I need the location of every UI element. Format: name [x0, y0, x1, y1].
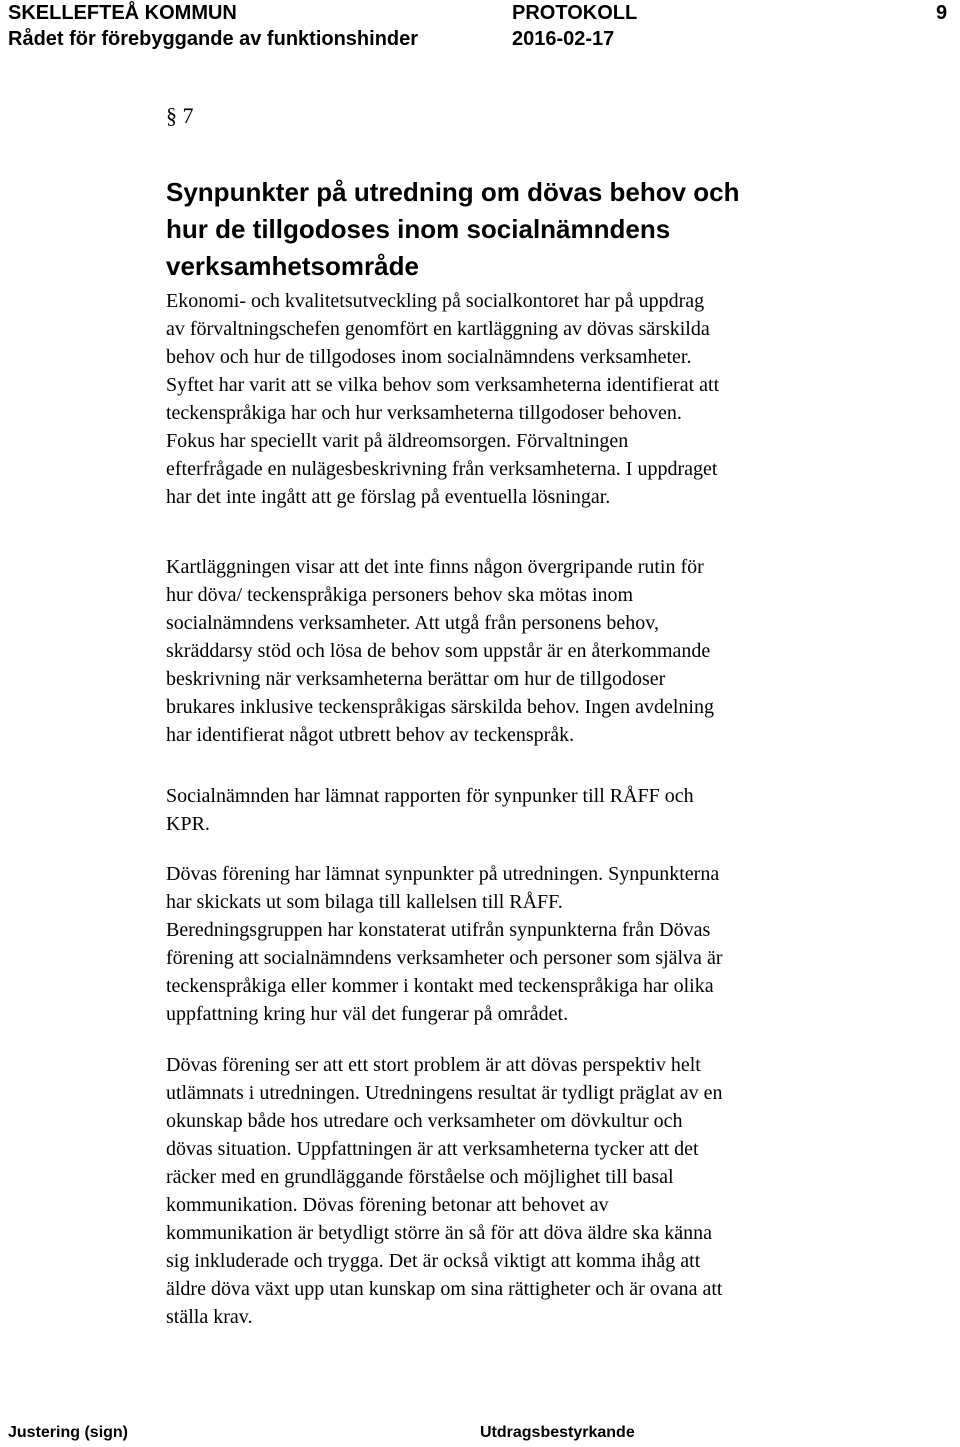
footer-utdragsbestyrkande: Utdragsbestyrkande — [480, 1424, 635, 1441]
text-line: teckenspråkiga eller kommer i kontakt med teckenspråkiga har olika — [166, 975, 714, 997]
text-line: okunskap både hos utredare och verksamheter om dövkultur och — [166, 1110, 683, 1132]
text-line: teckenspråkiga har och hur verksamheterna tillgodoser behoven. — [166, 402, 682, 424]
text-line: dövas situation. Uppfattningen är att verksamheterna tycker att det — [166, 1138, 699, 1160]
section-title-line: hur de tillgodoses inom socialnämndens — [166, 214, 671, 244]
text-line: brukares inklusive teckenspråkigas särskilda behov. Ingen avdelning — [166, 696, 714, 718]
page-number: 9 — [936, 2, 948, 24]
council-name: Rådet för förebyggande av funktionshinder — [8, 28, 419, 50]
text-line: Kartläggningen visar att det inte finns någon övergripande rutin för — [166, 556, 704, 578]
paragraph-4 — [166, 860, 722, 1028]
text-line: Socialnämnden har lämnat rapporten för synpunker till RÅFF och — [166, 785, 694, 807]
text-line: ställa krav. — [166, 1306, 253, 1328]
text-line: äldre döva växt upp utan kunskap om sina rättigheter och är ovana att — [166, 1278, 723, 1300]
text-line: Dövas förening ser att ett stort problem är att dövas perspektiv helt — [166, 1054, 701, 1076]
text-line: KPR. — [166, 813, 210, 835]
text-line: Syftet har varit att se vilka behov som verksamheterna identifierat att — [166, 374, 720, 396]
text-line: socialnämndens verksamheter. Att utgå från personens behov, — [166, 612, 660, 634]
paragraph-1 — [166, 287, 719, 511]
section-title-line: Synpunkter på utredning om dövas behov och — [166, 177, 740, 207]
text-line: räcker med en grundläggande förståelse och möjlighet till basal — [166, 1166, 674, 1188]
text-line: har skickats ut som bilaga till kallelsen till RÅFF. — [166, 891, 563, 913]
text-line: hur döva/ teckenspråkiga personers behov ska mötas inom — [166, 584, 634, 606]
text-line: skräddarsy stöd och lösa de behov som uppstår är en återkommande — [166, 640, 711, 662]
text-line: Beredningsgruppen har konstaterat utifrån synpunkterna från Dövas — [166, 919, 711, 941]
paragraph-5 — [166, 1051, 723, 1331]
municipality-name: SKELLEFTEÅ KOMMUN — [8, 2, 237, 24]
text-line: beskrivning när verksamheterna berättar om hur de tillgodoser — [166, 668, 666, 690]
text-line: utlämnats i utredningen. Utredningens resultat är tydligt präglat av en — [166, 1082, 723, 1104]
text-line: kommunikation är betydligt större än så för att döva äldre ska känna — [166, 1222, 712, 1244]
text-line: har identifierat något utbrett behov av teckenspråk. — [166, 724, 575, 746]
document-type: PROTOKOLL — [512, 2, 638, 24]
text-line: Fokus har speciellt varit på äldreomsorgen. Förvaltningen — [166, 430, 629, 452]
section-title — [166, 174, 866, 285]
section-title-line: verksamhetsområde — [166, 251, 419, 281]
text-line: kommunikation. Dövas förening betonar att behovet av — [166, 1194, 609, 1216]
footer-justering: Justering (sign) — [8, 1424, 129, 1441]
text-line: förening att socialnämndens verksamheter och personer som själva är — [166, 947, 723, 969]
text-line: uppfattning kring hur väl det fungerar på området. — [166, 1003, 569, 1025]
text-line: efterfrågade en nulägesbeskrivning från verksamheterna. I uppdraget — [166, 458, 718, 480]
text-line: Ekonomi- och kvalitetsutveckling på socialkontoret har på uppdrag — [166, 290, 705, 312]
meeting-date: 2016-02-17 — [512, 28, 615, 50]
text-line: av förvaltningschefen genomfört en kartläggning av dövas särskilda — [166, 318, 710, 340]
text-line: behov och hur de tillgodoses inom socialnämndens verksamheter. — [166, 346, 692, 368]
text-line: sig inkluderade och trygga. Det är också viktigt att komma ihåg att — [166, 1250, 701, 1272]
section-number: § 7 — [166, 103, 194, 128]
text-line: Dövas förening har lämnat synpunkter på utredningen. Synpunkterna — [166, 863, 720, 885]
paragraph-2 — [166, 553, 714, 749]
paragraph-3 — [166, 782, 694, 838]
text-line: har det inte ingått att ge förslag på eventuella lösningar. — [166, 486, 611, 508]
